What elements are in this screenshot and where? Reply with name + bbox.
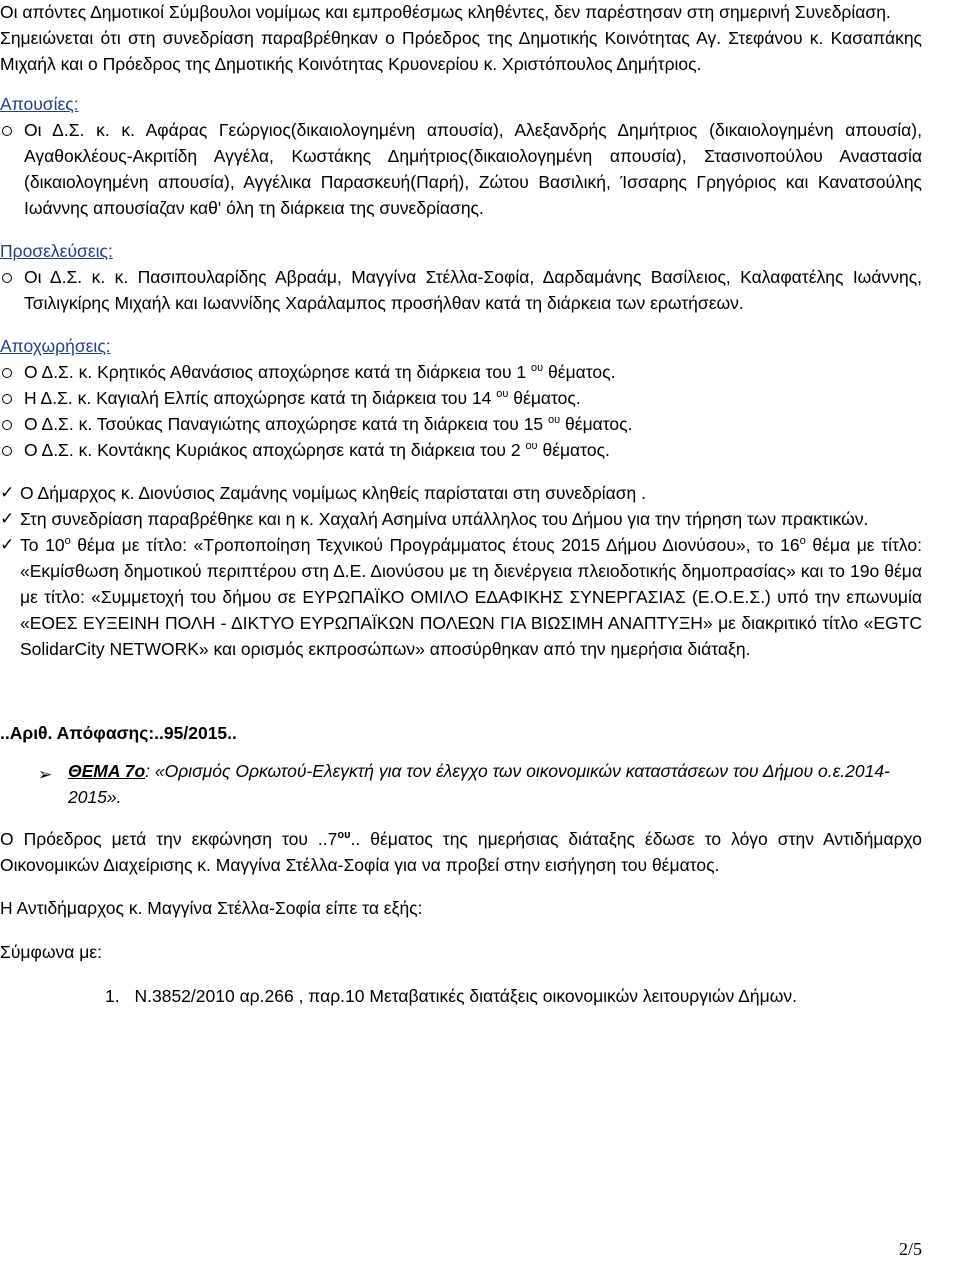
mayor-text: Ο Δήμαρχος κ. Διονύσιος Ζαμάνης νομίμως κληθείς παρίσταται στη συνεδρίαση . (20, 483, 647, 503)
circle-bullet-icon (2, 273, 12, 283)
absences-list (0, 117, 960, 221)
theme-label: ΘΕΜΑ 7ο (68, 761, 146, 781)
attendance-note-paragraph: Σημειώνεται ότι στη συνεδρίαση παραβρέθηκαν ο Πρόεδρος της Δημοτικής Κοινότητας Αγ. Στεφάνου κ. Κασαπάκης Μιχαήλ και ο Πρόεδρος της Δημοτικής Κοινότητας Κρυονερίου κ. Χριστόπουλος Δημήτριος. (0, 28, 922, 74)
departure-text: Ο Δ.Σ. κ. Κοντάκης Κυριάκος αποχώρησε κατά τη διάρκεια του 2 (24, 440, 526, 460)
theme-item (0, 758, 960, 810)
arrivals-text: Οι Δ.Σ. κ. κ. Πασιπουλαρίδης Αβραάμ, Μαγγίνα Στέλλα-Σοφία, Δαρδαμάνης Βασίλειος, Καλαφατέλης Ιωάννης, Τσιλιγκίρης Μιχαήλ και Ιωαννίδης Χαράλαμπος προσήλθαν κατά τη διάρκεια των ερωτήσεων. (24, 267, 922, 313)
departure-text-end: θέματος. (560, 414, 633, 434)
circle-bullet-icon (2, 420, 12, 430)
circle-bullet-icon (2, 368, 12, 378)
departure-text-end: θέματος. (508, 388, 581, 408)
departure-text-end: θέματος. (543, 362, 616, 382)
arrivals-heading: Προσελεύσεις: (0, 241, 113, 261)
departure-text: Ο Δ.Σ. κ. Κρητικός Αθανάσιος αποχώρησε κατά τη διάρκεια του 1 (24, 362, 532, 382)
theme-title: : «Ορισμός Ορκωτού-Ελεγκτή για τον έλεγχο των οικονομικών καταστάσεων του Δήμου ο.ε.2014-2015». (68, 761, 890, 807)
ordinal-suffix: ο (64, 535, 71, 547)
ordinal-suffix: ο (799, 535, 806, 547)
ordinal-suffix: ου (337, 829, 351, 841)
ordinal-suffix: ου (525, 440, 538, 452)
circle-bullet-icon (2, 126, 12, 136)
law-text: Ν.3852/2010 αρ.266 , παρ.10 Μεταβατικές διατάξεις οικονομικών λειτουργιών Δήμων. (134, 986, 797, 1006)
ordinal-suffix: ου (548, 414, 561, 426)
departures-list (0, 359, 960, 463)
laws-list (0, 983, 960, 1009)
absences-item (0, 117, 960, 221)
departure-item (0, 437, 960, 463)
departure-item (0, 359, 960, 385)
departure-text: Ο Δ.Σ. κ. Τσούκας Παναγιώτης αποχώρησε κατά τη διάρκεια του 15 (24, 414, 549, 434)
secretary-text: Στη συνεδρίαση παραβρέθηκε και η κ. Χαχαλή Ασημίνα υπάλληλος του Δήμου για την τήρηση των πρακτικών. (20, 509, 869, 529)
page-number: 2/5 (898, 1239, 922, 1259)
circle-bullet-icon (2, 394, 12, 404)
withdrawn-topics-note (0, 532, 960, 662)
ordinal-suffix: ου (496, 388, 509, 400)
circle-bullet-icon (2, 446, 12, 456)
departure-text: Η Δ.Σ. κ. Καγιαλή Ελπίς αποχώρησε κατά τη διάρκεια του 14 (24, 388, 497, 408)
according-label: Σύμφωνα με: (0, 942, 102, 962)
president-text-end: .. θέματος της ημερήσιας διάταξης έδωσε το λόγο στην Αντιδήμαρχο Οικονομικών Διαχείρισης κ. Μαγγίνα Στέλλα-Σοφία για να προβεί στην εισήγηση του θέματος. (0, 829, 922, 875)
secretary-note (0, 506, 960, 532)
departures-heading: Αποχωρήσεις: (0, 336, 111, 356)
law-number: 1. (105, 986, 120, 1006)
checkmark-icon: ✓ (0, 509, 15, 529)
checkmark-icon: ✓ (0, 483, 15, 503)
checkmark-icon: ✓ (0, 535, 15, 555)
absences-text: Οι Δ.Σ. κ. κ. Αφάρας Γεώργιος(δικαιολογημένη απουσία), Αλεξανδρής Δημήτριος (δικαιολογημένη απουσία), Αγαθοκλέους-Ακριτίδη Αγγέλα, Κωστάκης Δημήτριος(δικαιολογημένη απουσία), Στασινοπούλου Αναστασία (δικαιολογημένη απουσία), Αγγέλικα Παρασκευή(Παρή), Ζώτου Βασιλική, Ίσσαρης Γρηγόριος και Κανατσούλης Ιωάννης απουσίαζαν καθ' όλη τη διάρκεια της συνεδρίασης. (24, 120, 922, 218)
deputy-statement: Η Αντιδήμαρχος κ. Μαγγίνα Στέλλα-Σοφία είπε τα εξής: (0, 898, 423, 918)
arrivals-item (0, 264, 960, 316)
absent-councillors-paragraph: Οι απόντες Δημοτικοί Σύμβουλοι νομίμως και εμπροθέσμως κληθέντες, δεν παρέστησαν στη σημερινή Συνεδρίαση. (0, 2, 891, 22)
arrow-bullet-icon: ➢ (38, 765, 53, 785)
president-paragraph (0, 826, 960, 878)
departure-item (0, 385, 960, 411)
checkmark-list (0, 480, 960, 662)
arrivals-list (0, 264, 960, 316)
withdrawn-topics-text: θέμα με τίτλο: «Εκμίσθωση δημοτικού περιπτέρου στη Δ.Ε. Διονύσου με τη διενέργεια πλειοδοτικής δημοπρασίας» και το 19ο θέμα με τίτλο: «Συμμετοχή του δήμου σε ΕΥΡΩΠΑΪΚΟ ΟΜΙΛΟ ΕΔΑΦΙΚΗΣ ΣΥΝΕΡΓΑΣΙΑΣ (Ε.Ο.Ε.Σ.) υπό την επωνυμία «ΕΟΕΣ ΕΥΞΕΙΝΗ ΠΟΛΗ - ΔΙΚΤΥΟ ΕΥΡΩΠΑΪΚΩΝ ΠΟΛΕΩΝ ΓΙΑ ΒΙΩΣΙΜΗ ΑΝΑΠΤΥΞΗ» με διακριτικό τίτλο «EGTC SolidarCity NETWORK» και ορισμός εκπροσώπων» αποσύρθηκαν από την ημερήσια διάταξη. (20, 535, 923, 659)
ordinal-suffix: ου (531, 362, 544, 374)
withdrawn-topics-text: θέμα με τίτλο: «Τροποποίηση Τεχνικού Προγράμματος έτους 2015 Δήμου Διονύσου», το 16 (70, 535, 800, 555)
absences-heading: Απουσίες: (0, 94, 79, 114)
withdrawn-topics-text: Το 10 (20, 535, 65, 555)
decision-number: ..Αριθ. Απόφασης:..95/2015.. (0, 723, 237, 743)
law-item (0, 983, 960, 1009)
departure-item (0, 411, 960, 437)
mayor-note (0, 480, 960, 506)
president-text: Ο Πρόεδρος μετά την εκφώνηση του ..7 (0, 829, 338, 849)
departure-text-end: θέματος. (537, 440, 610, 460)
